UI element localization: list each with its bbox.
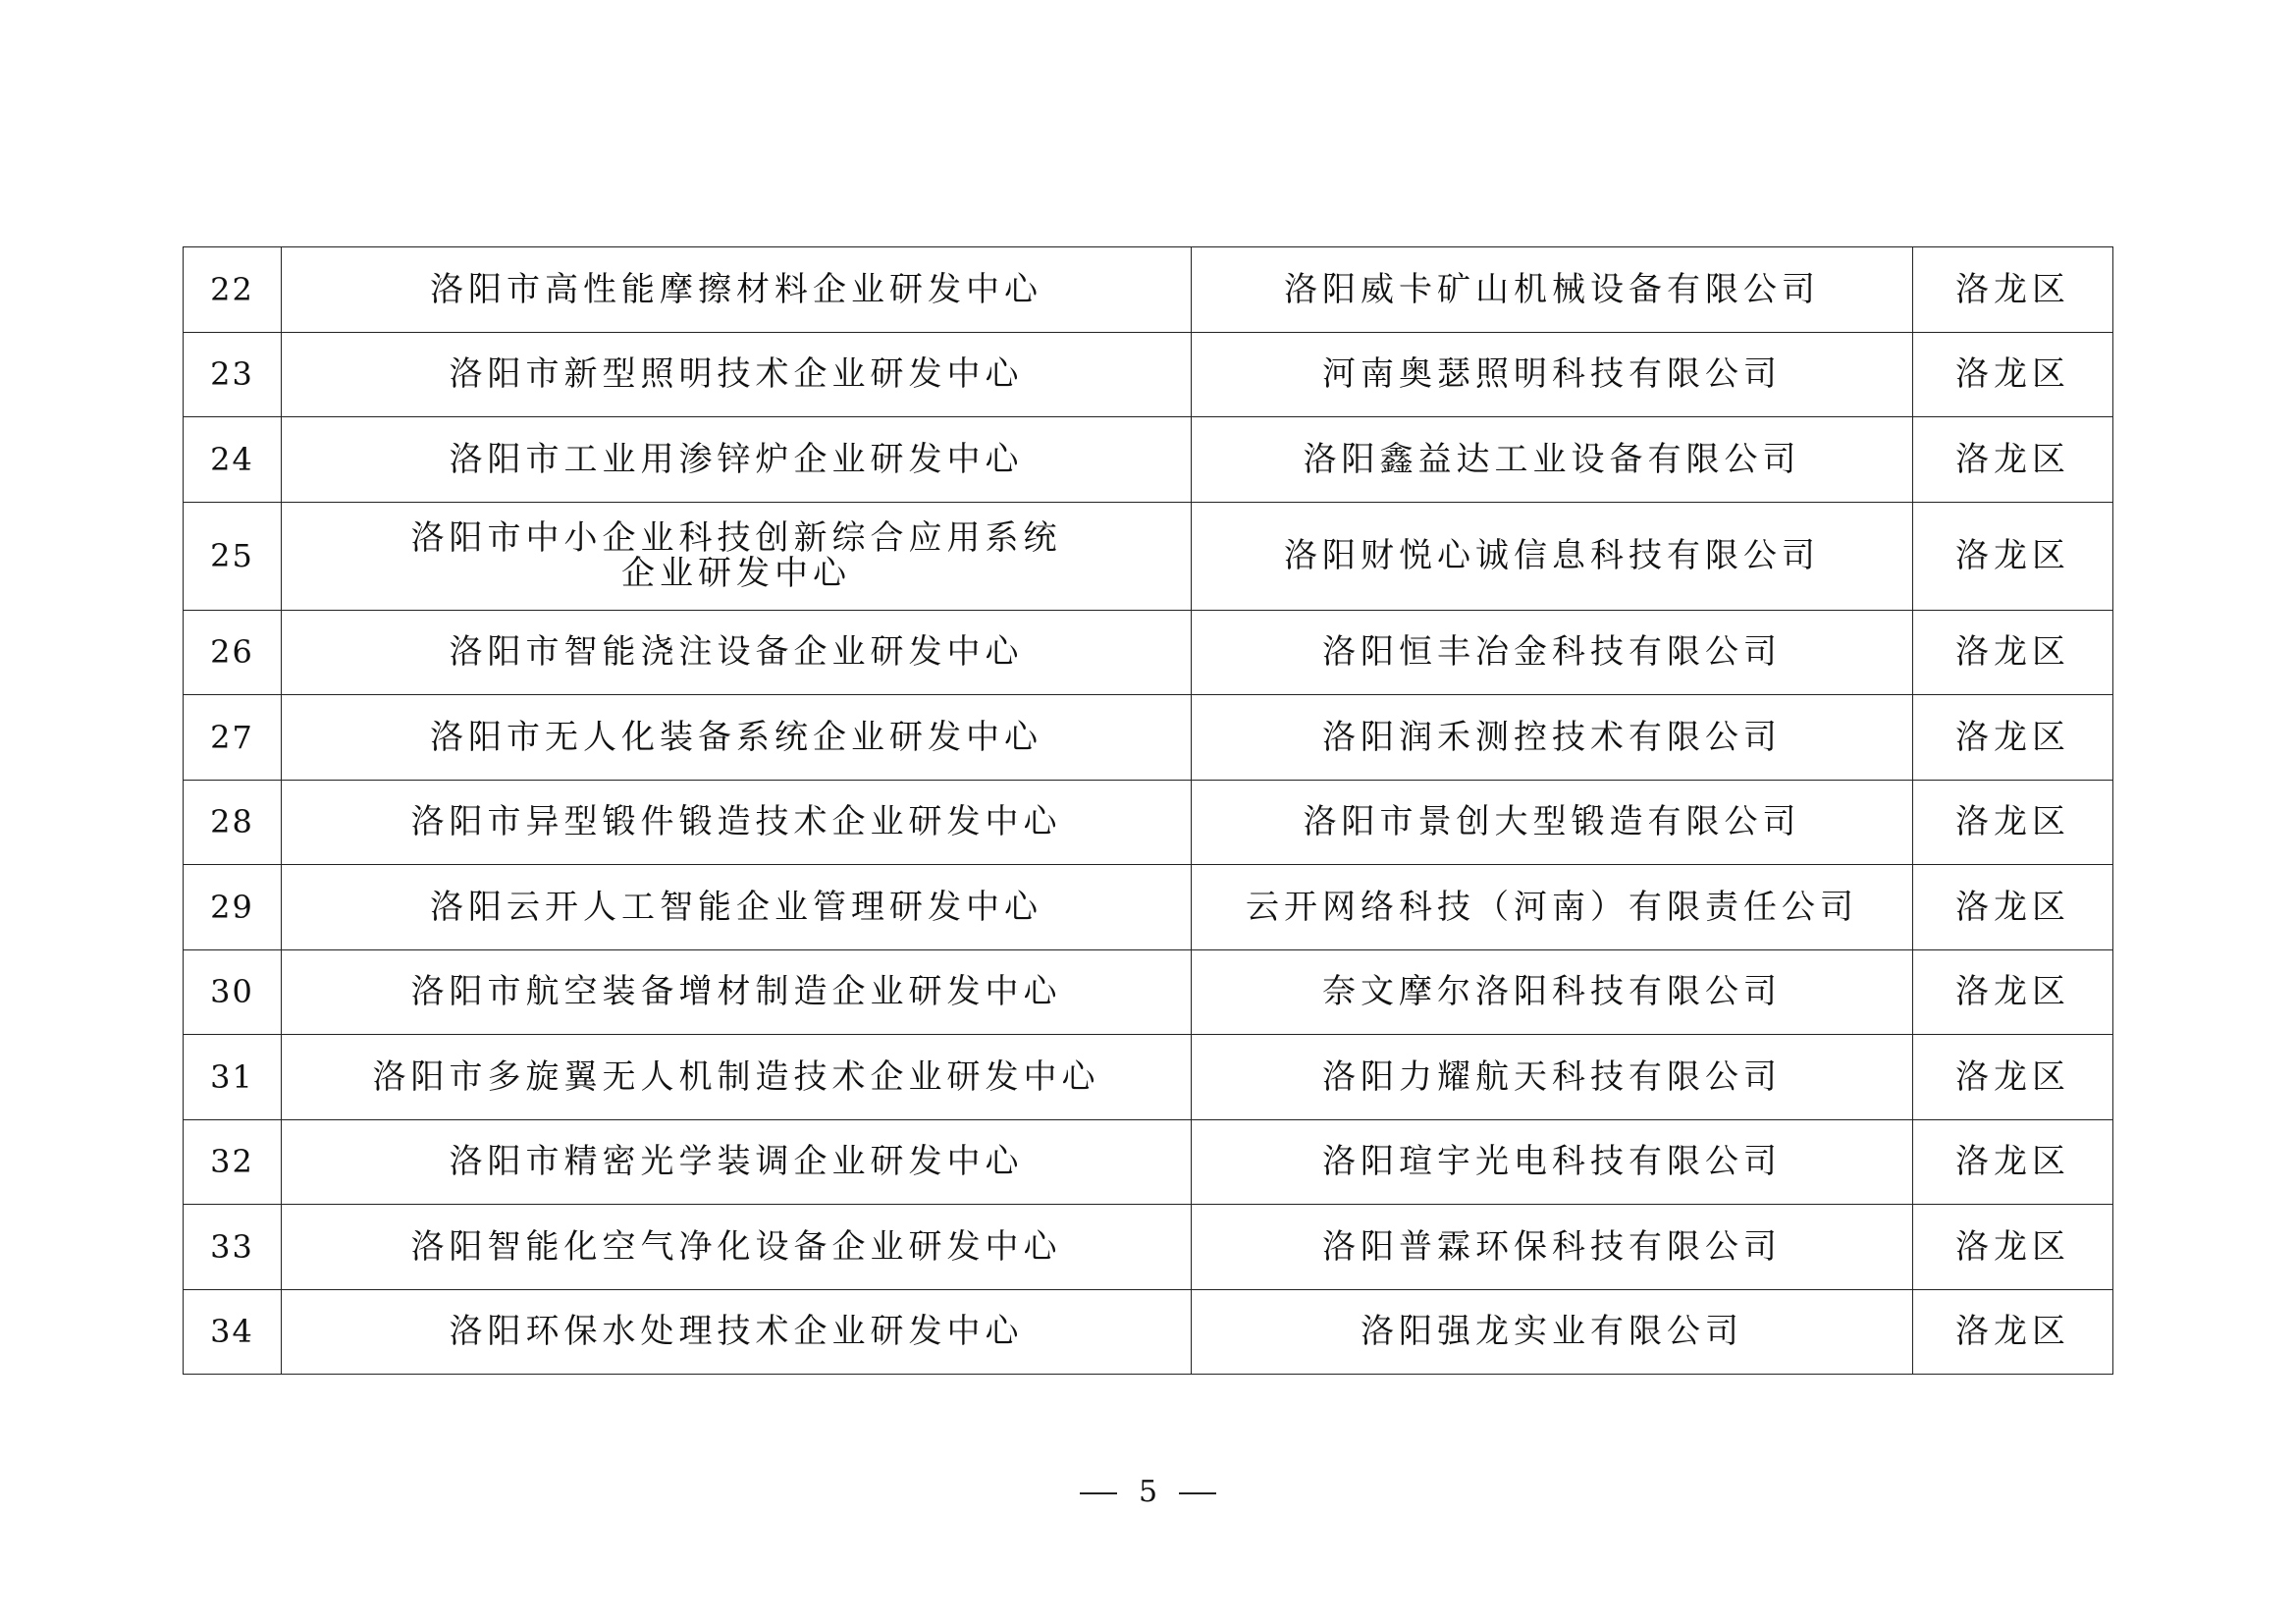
district-name: 洛龙区 [1913, 610, 2113, 695]
page-number: 5 [1138, 1475, 1158, 1509]
rd-center-name-line: 洛阳市中小企业科技创新综合应用系统 [410, 518, 1062, 558]
district-name: 洛龙区 [1913, 1035, 2113, 1120]
row-number: 26 [184, 610, 282, 695]
district-name: 洛龙区 [1913, 247, 2113, 333]
table-row [184, 949, 2113, 1035]
rd-center-name [282, 417, 1192, 503]
rd-center-name-line: 洛阳市工业用渗锌炉企业研发中心 [449, 439, 1024, 479]
table-row [184, 780, 2113, 865]
rd-center-name-line: 洛阳市高性能摩擦材料企业研发中心 [430, 269, 1042, 309]
enterprise-rd-center-table [183, 246, 2113, 1375]
row-number: 32 [184, 1119, 282, 1205]
page-footer [0, 1475, 2296, 1510]
company-name: 奈文摩尔洛阳科技有限公司 [1192, 949, 1913, 1035]
rd-center-name-line: 洛阳智能化空气净化设备企业研发中心 [410, 1226, 1062, 1267]
table-row [184, 1119, 2113, 1205]
row-number: 24 [184, 417, 282, 503]
row-number: 23 [184, 332, 282, 417]
table-row [184, 865, 2113, 950]
rd-center-name [282, 332, 1192, 417]
district-name: 洛龙区 [1913, 332, 2113, 417]
rd-center-name-line: 洛阳市航空装备增材制造企业研发中心 [410, 972, 1062, 1012]
rd-center-name [282, 502, 1192, 610]
row-number: 22 [184, 247, 282, 333]
company-name: 河南奥瑟照明科技有限公司 [1192, 332, 1913, 417]
company-name: 洛阳瑄宇光电科技有限公司 [1192, 1119, 1913, 1205]
table-row [184, 417, 2113, 503]
company-name: 洛阳威卡矿山机械设备有限公司 [1192, 247, 1913, 333]
district-name: 洛龙区 [1913, 695, 2113, 781]
company-name: 洛阳财悦心诚信息科技有限公司 [1192, 502, 1913, 610]
company-name: 洛阳鑫益达工业设备有限公司 [1192, 417, 1913, 503]
table-row [184, 695, 2113, 781]
footer-dash-right [1179, 1492, 1216, 1494]
rd-center-name-line: 洛阳云开人工智能企业管理研发中心 [430, 887, 1042, 927]
row-number: 30 [184, 949, 282, 1035]
rd-center-name-line: 洛阳市异型锻件锻造技术企业研发中心 [410, 802, 1062, 842]
row-number: 34 [184, 1289, 282, 1375]
rd-center-name-line: 洛阳市智能浇注设备企业研发中心 [449, 632, 1024, 673]
rd-center-name-line: 洛阳市无人化装备系统企业研发中心 [430, 717, 1042, 757]
rd-center-name [282, 695, 1192, 781]
company-name: 洛阳市景创大型锻造有限公司 [1192, 780, 1913, 865]
rd-center-name [282, 780, 1192, 865]
rd-center-name [282, 949, 1192, 1035]
company-name: 洛阳强龙实业有限公司 [1192, 1289, 1913, 1375]
row-number: 25 [184, 502, 282, 610]
row-number: 27 [184, 695, 282, 781]
table-row [184, 610, 2113, 695]
district-name: 洛龙区 [1913, 865, 2113, 950]
table-row [184, 1035, 2113, 1120]
row-number: 28 [184, 780, 282, 865]
row-number: 33 [184, 1205, 282, 1290]
rd-center-name [282, 1289, 1192, 1375]
company-name: 洛阳力耀航天科技有限公司 [1192, 1035, 1913, 1120]
district-name: 洛龙区 [1913, 949, 2113, 1035]
table-row [184, 247, 2113, 333]
rd-center-name [282, 1119, 1192, 1205]
rd-center-name [282, 865, 1192, 950]
company-name: 云开网络科技（河南）有限责任公司 [1192, 865, 1913, 950]
rd-center-name [282, 1035, 1192, 1120]
row-number: 29 [184, 865, 282, 950]
rd-center-name-line: 洛阳市多旋翼无人机制造技术企业研发中心 [372, 1056, 1100, 1097]
rd-center-name [282, 1205, 1192, 1290]
footer-dash-left [1080, 1492, 1117, 1494]
district-name: 洛龙区 [1913, 417, 2113, 503]
table-row [184, 1289, 2113, 1375]
table-row [184, 502, 2113, 610]
rd-center-name-line: 洛阳环保水处理技术企业研发中心 [449, 1312, 1024, 1352]
row-number: 31 [184, 1035, 282, 1120]
rd-center-name [282, 610, 1192, 695]
district-name: 洛龙区 [1913, 780, 2113, 865]
rd-center-name [282, 247, 1192, 333]
district-name: 洛龙区 [1913, 1119, 2113, 1205]
rd-center-name-line: 企业研发中心 [621, 554, 851, 593]
table-body [184, 247, 2113, 1375]
district-name: 洛龙区 [1913, 502, 2113, 610]
company-name: 洛阳普霖环保科技有限公司 [1192, 1205, 1913, 1290]
rd-center-name-line: 洛阳市精密光学装调企业研发中心 [449, 1142, 1024, 1182]
company-name: 洛阳恒丰冶金科技有限公司 [1192, 610, 1913, 695]
rd-center-name-line: 洛阳市新型照明技术企业研发中心 [449, 354, 1024, 395]
district-name: 洛龙区 [1913, 1205, 2113, 1290]
district-name: 洛龙区 [1913, 1289, 2113, 1375]
company-name: 洛阳润禾测控技术有限公司 [1192, 695, 1913, 781]
table-row [184, 1205, 2113, 1290]
table-row [184, 332, 2113, 417]
